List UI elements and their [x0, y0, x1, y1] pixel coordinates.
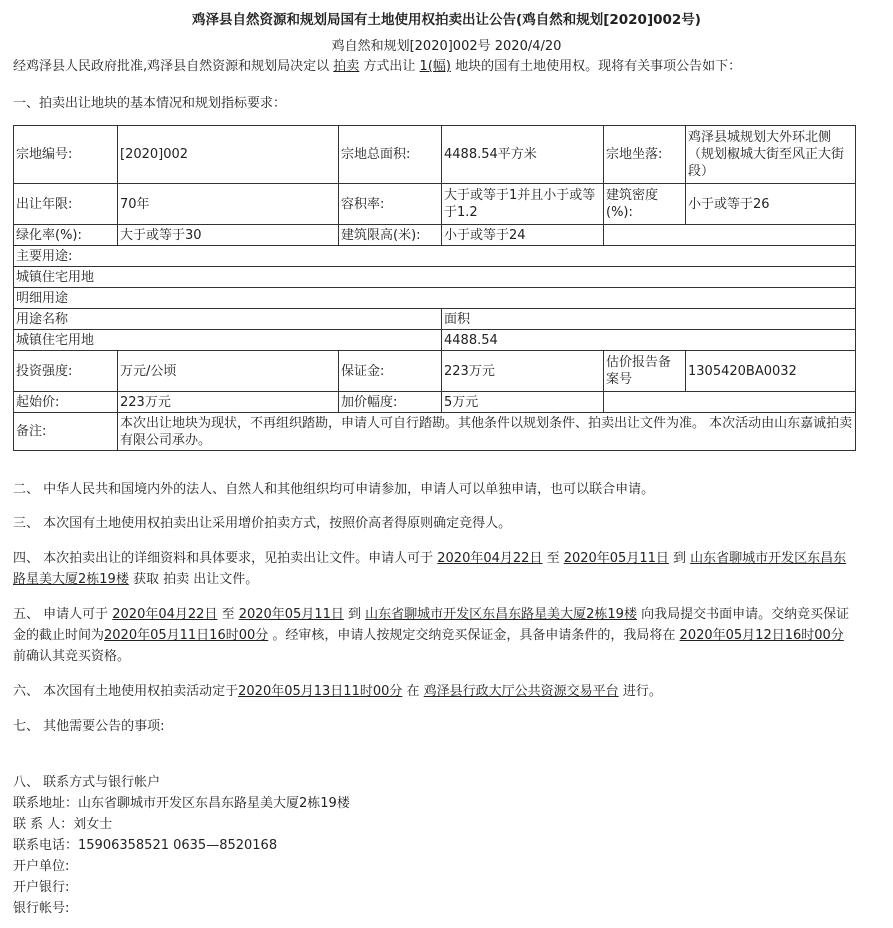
table-row	[14, 184, 856, 225]
section-1-heading: 一、拍卖出让地块的基本情况和规划指标要求：	[13, 96, 287, 111]
intro-paragraph	[13, 55, 883, 74]
table-row	[14, 351, 856, 392]
location-label: 宗地坐落:	[604, 126, 686, 184]
intro-method: 拍卖	[333, 59, 360, 74]
far-label: 容积率:	[339, 184, 442, 225]
section-5	[13, 604, 858, 667]
section-6-text: 进行。	[618, 684, 662, 699]
contact-phone: 联系电话：15906358521 0635—8520168	[13, 838, 278, 853]
green-value: 大于或等于30	[118, 225, 339, 246]
table-row	[14, 309, 856, 330]
table-row	[14, 246, 856, 267]
table-row	[14, 126, 856, 184]
section-4-text: 获取 拍卖 出让文件。	[128, 572, 259, 587]
section-4-text: 到	[668, 551, 691, 566]
section-5-text: 五、 申请人可于	[13, 607, 113, 622]
remarks-label: 备注:	[14, 413, 118, 451]
parcel-no-value: [2020]002	[118, 126, 339, 184]
section-5-start-date: 2020年04月22日	[112, 607, 218, 622]
height-label: 建筑限高(米):	[339, 225, 442, 246]
table-row	[14, 413, 856, 451]
account-number: 银行帐号:	[13, 901, 70, 916]
section-4-text: 至	[542, 551, 564, 566]
intro-text-1: 经鸡泽县人民政府批准,鸡泽县自然资源和规划局决定以	[13, 59, 334, 74]
use-area-value: 4488.54	[442, 330, 856, 351]
remarks-value: 本次出让地块为现状，不再组织踏勘，申请人可自行踏勘。其他条件以规划条件、拍卖出让文件为准。 本次活动由山东嘉诚拍卖有限公司承办。	[118, 413, 856, 451]
section-4-text: 四、 本次拍卖出让的详细资料和具体要求，见拍卖出让文件。申请人可于	[13, 551, 438, 566]
contact-person: 联 系 人：刘女士	[13, 817, 113, 832]
section-4	[13, 548, 858, 590]
start-price-label: 起始价:	[14, 392, 118, 413]
section-5-confirm-date: 2020年05月12日16时00分	[679, 628, 844, 643]
parcel-info-table	[13, 125, 856, 451]
section-5-deposit-deadline: 2020年05月11日16时00分	[104, 628, 269, 643]
intro-text-2: 方式出让	[359, 59, 420, 74]
main-use-label: 主要用途:	[14, 246, 856, 267]
investment-value: 万元/公顷	[118, 351, 339, 392]
intro-count: 1(幅)	[419, 59, 451, 74]
density-value: 小于或等于26	[686, 184, 856, 225]
empty-cell	[604, 225, 856, 246]
section-6-auction-place: 鸡泽县行政大厅公共资源交易平台	[423, 684, 619, 699]
section-5-text: 前确认其竞买资格。	[13, 649, 131, 664]
deposit-label: 保证金:	[339, 351, 442, 392]
section-2: 二、 中华人民共和国境内外的法人、自然人和其他组织均可申请参加，申请人可以单独申请，也可以联合申请。	[13, 482, 655, 497]
section-5-end-date: 2020年05月11日	[238, 607, 344, 622]
total-area-label: 宗地总面积:	[339, 126, 442, 184]
section-5-text: 到	[343, 607, 366, 622]
section-6-auction-time: 2020年05月13日11时00分	[238, 684, 403, 699]
use-name-header: 用途名称	[14, 309, 442, 330]
use-name-value: 城镇住宅用地	[14, 330, 442, 351]
density-label: 建筑密度(%):	[604, 184, 686, 225]
main-use-value: 城镇住宅用地	[14, 267, 856, 288]
parcel-no-label: 宗地编号:	[14, 126, 118, 184]
start-price-value: 223万元	[118, 392, 339, 413]
height-value: 小于或等于24	[442, 225, 604, 246]
section-8-heading: 八、 联系方式与银行帐户	[13, 775, 161, 790]
area-header: 面积	[442, 309, 856, 330]
detail-use-label: 明细用途	[14, 288, 856, 309]
section-7: 七、 其他需要公告的事项:	[13, 719, 165, 734]
far-value: 大于或等于1并且小于或等于1.2	[442, 184, 604, 225]
section-4-place: 山东省聊城市开发区东昌东路星美大厦2栋19楼	[13, 551, 847, 587]
intro-text-3: 地块的国有土地使用权。现将有关事项公告如下：	[450, 59, 742, 74]
table-row	[14, 225, 856, 246]
table-row	[14, 330, 856, 351]
contact-address: 联系地址：山东省聊城市开发区东昌东路星美大厦2栋19楼	[13, 796, 350, 811]
term-value: 70年	[118, 184, 339, 225]
deposit-value: 223万元	[442, 351, 604, 392]
investment-label: 投资强度:	[14, 351, 118, 392]
document-number-date: 鸡自然和规划[2020]002号 2020/4/20	[331, 39, 562, 54]
section-6-text: 在	[402, 684, 424, 699]
green-label: 绿化率(%):	[14, 225, 118, 246]
empty-cell	[604, 392, 856, 413]
page-title: 鸡泽县自然资源和规划局国有土地使用权拍卖出让公告(鸡自然和规划[2020]002号)	[192, 12, 701, 28]
increment-label: 加价幅度:	[339, 392, 442, 413]
account-unit: 开户单位:	[13, 859, 70, 874]
section-5-text: 至	[217, 607, 239, 622]
table-row	[14, 267, 856, 288]
table-row	[14, 288, 856, 309]
section-3: 三、 本次国有土地使用权拍卖出让采用增价拍卖方式，按照价高者得原则确定竞得人。	[13, 516, 512, 531]
section-5-text: 。经审核，申请人按规定交纳竞买保证金，具备申请条件的，我局将在	[268, 628, 680, 643]
section-4-end-date: 2020年05月11日	[563, 551, 669, 566]
section-5-text: 向我局提交书面申请。交纳竞买保证金的截止时间为	[13, 607, 850, 643]
section-4-start-date: 2020年04月22日	[437, 551, 543, 566]
appraisal-label: 估价报告备案号	[604, 351, 686, 392]
table-row	[14, 392, 856, 413]
location-value: 鸡泽县城规划大外环北侧（规划椒城大街至风正大街段）	[686, 126, 856, 184]
section-6-text: 六、 本次国有土地使用权拍卖活动定于	[13, 684, 239, 699]
term-label: 出让年限:	[14, 184, 118, 225]
total-area-value: 4488.54平方米	[442, 126, 604, 184]
section-5-place: 山东省聊城市开发区东昌东路星美大厦2栋19楼	[365, 607, 637, 622]
account-bank: 开户银行:	[13, 880, 70, 895]
appraisal-value: 1305420BA0032	[686, 351, 856, 392]
increment-value: 5万元	[442, 392, 604, 413]
section-6	[13, 681, 858, 702]
